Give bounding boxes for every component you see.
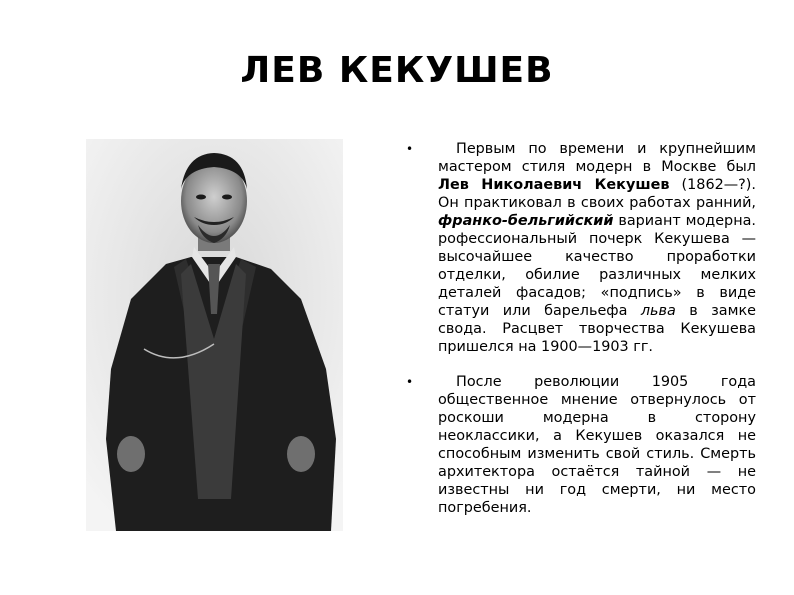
text-run: в замке свода. Расцвет творчества Кекушева пришелся на 1900—1903 гг.: [438, 303, 756, 355]
text-run-bold: Лев Николаевич Кекушев: [438, 177, 670, 193]
bullet-item-2: [406, 373, 756, 517]
bullet-list: [406, 140, 756, 534]
text-run-bold-italic: франко-бельгийский: [438, 213, 614, 229]
bullet-text: [438, 140, 756, 356]
text-run: вариант модерна. рофессиональный почерк Кекушева — высочайшее качество проработки отделки, обилие различных мелких деталей фасадов; «подпись» в виде статуи или барельефа: [438, 213, 756, 319]
portrait-illustration: [86, 139, 343, 531]
bullet-marker: •: [406, 142, 414, 156]
slide-title: ЛЕВ КЕКУШЕВ: [240, 50, 554, 91]
bullet-marker: •: [406, 375, 414, 389]
portrait-photo: [86, 139, 343, 531]
text-run: После революции 1905 года общественное мнение отвернулось от роскоши модерна в сторону неоклассики, а Кекушев оказался не способным изменить свой стиль. Смерть архитектора остаётся тайной — не известны ни год смерти, ни место погребения.: [438, 374, 756, 516]
text-run: Первым по времени и крупнейшим мастером стиля модерн в Москве был: [438, 141, 756, 175]
text-run-italic: льва: [640, 303, 676, 319]
text-run: (1862—?). Он практиковал в своих работах ранний,: [438, 177, 756, 211]
bullet-item-1: [406, 140, 756, 356]
bullet-text: [438, 373, 756, 517]
